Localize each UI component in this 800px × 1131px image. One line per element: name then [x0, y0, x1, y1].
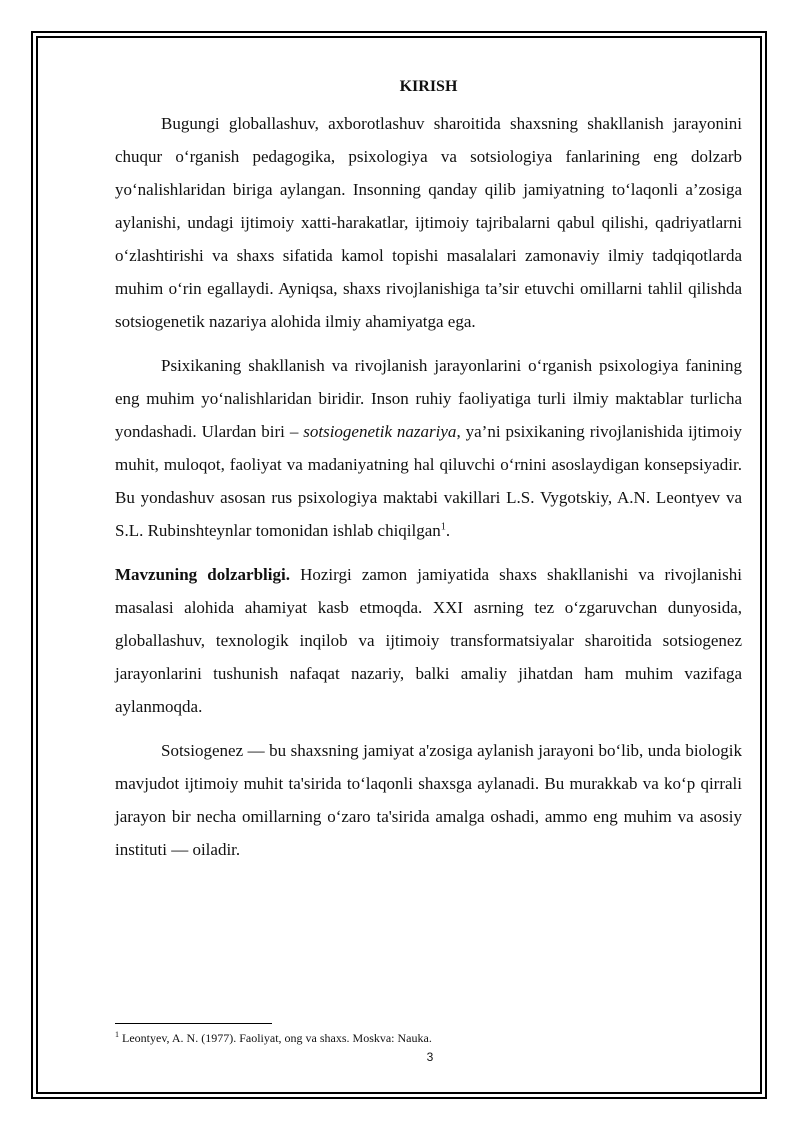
paragraph-sociogenesis: Sotsiogenez — bu shaxsning jamiyat a'zosiga aylanish jarayoni bo‘lib, unda biologik mavjudot ijtimoiy muhit ta'sirida to‘laqonli shaxsga aylanadi. Bu murakkab va ko‘p qirrali jarayon bir necha omillarning o‘zaro ta'sirida amalga oshadi, ammo eng muhim va asosiy instituti — oiladir.: [115, 741, 742, 859]
paragraph-relevance-text: Hozirgi zamon jamiyatida shaxs shakllanishi va rivojlanishi masalasi alohida ahamiyat kasb etmoqda. XXI asrning tez o‘zgaruvchan dunyosida, globallashuv, texnologik inqilob va ijtimoiy transformatsiyalar sharoitida sotsiogenez jarayonlarini tushunish nafaqat nazariy, balki amaliy jihatdan ham muhim vazifaga aylanmoqda.: [115, 565, 742, 716]
paragraph-relevance: [115, 558, 742, 723]
section-title: KIRISH: [399, 78, 458, 95]
paragraph-theory-text-1: Psixikaning shakllanish va rivojlanish jarayonlarini o‘rganish psixologiya fanining eng muhim yo‘nalishlaridan biridir. Inson ruhiy faoliyatiga turli ilmiy maktablar turlicha yondashadi. Ulardan biri –: [115, 356, 742, 441]
paragraph-theory-text-2: , ya’ni psixikaning rivojlanishida ijtimoiy muhit, muloqot, faoliyat va madaniyatning hal qiluvchi o‘rnini asoslaydigan konsepsiyadir. Bu yondashuv asosan rus psixologiya maktabi vakillari L.S. Vygotskiy, A.N. Leontyev va S.L. Rubinshteynlar tomonidan ishlab chiqilgan: [115, 422, 742, 540]
page-number: 3: [426, 1050, 434, 1064]
footnote-reference[interactable]: 1: [440, 521, 446, 533]
paragraph-theory-italic: sotsiogenetik nazariya: [303, 422, 457, 441]
paragraph-intro: Bugungi globallashuv, axborotlashuv sharoitida shaxsning shakllanish jarayonini chuqur o‘rganish pedagogika, psixologiya va sotsiologiya fanlarining eng dolzarb yo‘nalishlaridan biriga aylangan. Insonning qanday qilib jamiyatning to‘laqonli a’zosiga aylanishi, undagi ijtimoiy xatti-harakatlar, ijtimoiy tajribalarni qabul qilishi, qadriyatlarni o‘zlashtirishi va shaxs sifatida kamol topishi masalalari zamonaviy ilmiy tadqiqotlarda muhim o‘rin egallaydi. Ayniqsa, shaxs rivojlanishiga ta’sir etuvchi omillarni tahlil qilishda sotsiogenetik nazariya alohida ilmiy ahamiyatga ega.: [115, 114, 742, 331]
footnote-number: 1: [115, 1030, 119, 1039]
footnote-text: Leontyev, A. N. (1977). Faoliyat, ong va shaxs. Moskva: Nauka.: [119, 1031, 432, 1045]
paragraph-theory: [115, 349, 742, 547]
footnote-separator: [115, 1023, 272, 1024]
document-body: [115, 72, 742, 877]
paragraph-theory-end: .: [445, 521, 451, 540]
paragraph-relevance-heading: Mavzuning dolzarbligi.: [115, 565, 290, 584]
footnote: [115, 1031, 735, 1046]
